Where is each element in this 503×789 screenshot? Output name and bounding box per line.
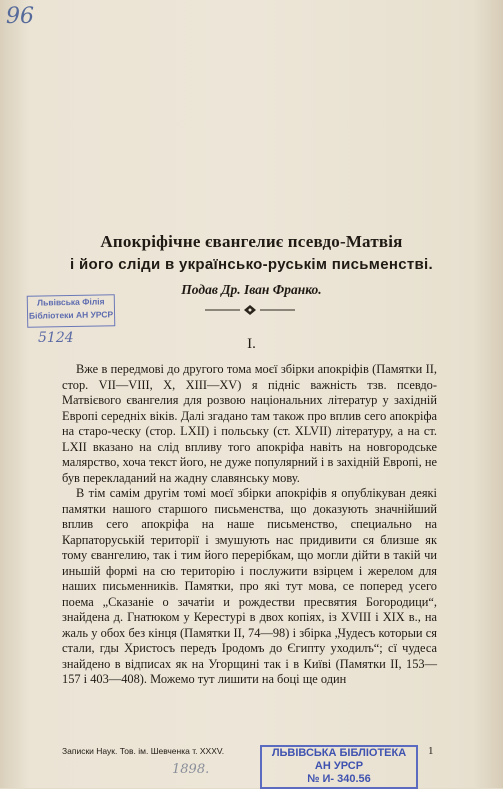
- library-stamp-line-3: № И- 340.56: [307, 773, 371, 785]
- pencil-year-note: 1898.: [172, 762, 210, 777]
- article-title: Апокріфічне євангелиє псевдо-Матвія: [100, 232, 403, 251]
- article-subtitle: і його сліди в українсько-руськім письменстві.: [70, 256, 433, 273]
- stamp-line-2: Бібліотеки АН УРСР: [28, 309, 114, 321]
- library-stamp: [260, 745, 418, 789]
- body-text: [62, 362, 437, 688]
- paragraph-2: В тім самім другім томі моєї збірки апокріфів я опублікуван деякі памятки нашого старшого письменства, що доказують значнійший вплив сего апокріфа на наше письменство, специально на Карпаторуській території і змушують нас придивити ся близше як тому євангелию, так і тим його перерібкам, що могли дійти в такій чи иньшій формі на сю територію і послужити взірцем і жерелом для наших письменників. Памятки, про які тут мова, се поперед усего поема „Сказаніе о зачатіи и рождестви пресвятия Богородици“, знайдена д. Гнатюком у Керестурі в двох копіях, із XVIII і XIX в., на жаль у обох без кінця (Памятки II, 74—98) і збірка „Чудесъ которыи ся стали, гды Христосъ передъ Іродомъ до Єгипту уходилъ“; сї чудеса знайдено в відписах як на Угорщині так і в Київі (Памятки II, 153—157 і 403—408). Можемо тут лишити на боці ще один: [62, 486, 437, 686]
- section-heading: I.: [247, 336, 256, 352]
- journal-footer: Записки Наук. Тов. ім. Шевченка т. XXXV.: [62, 746, 225, 756]
- library-branch-stamp: [27, 294, 116, 328]
- author-byline: Подав Др. Іван Франко.: [181, 282, 322, 297]
- ornament-divider-icon: [200, 304, 300, 316]
- page-number: 1: [428, 745, 434, 757]
- library-stamp-line-2: АН УРСР: [314, 760, 364, 772]
- handwritten-inventory-number: 5124: [38, 330, 74, 346]
- corner-handwritten-mark: 96: [6, 4, 34, 29]
- stamp-line-1: Львівська Філія: [37, 296, 105, 308]
- paragraph-1: Вже в передмові до другого тома моєї збірки апокріфів (Памятки II, стор. VII—VIII, X, XIII—XV) я підніс важність тзв. псевдо-Матвієвого євангелия для розвою національних літератур у західній Европі середніх віків. Далі згадано там також про вплив сего апокріфа на старо-ческу (стор. LXII) і польську (ст. XLVII) літературу, а на ст. LXII вказано на слід впливу того апокріфа навіть на новгородське малярство, хоча текст його, не дуже популярний і в західній Европі, не був перекладаний на жадну славянську мову.: [62, 362, 437, 485]
- library-stamp-line-1: ЛЬВІВСЬКА БІБЛІОТЕКА: [271, 747, 407, 759]
